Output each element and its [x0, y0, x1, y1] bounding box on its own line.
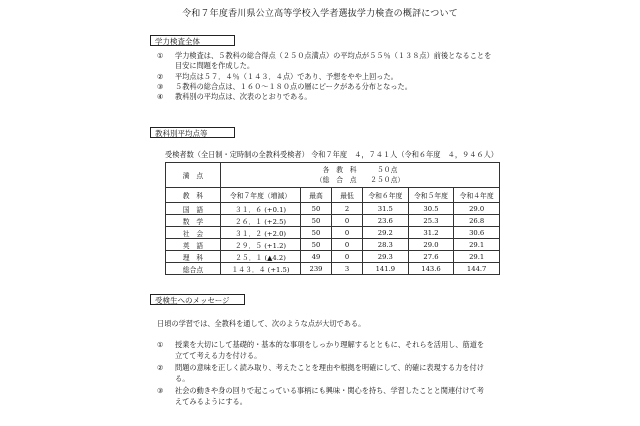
- cell-min: 0: [332, 239, 363, 251]
- table-header-row: [166, 188, 500, 203]
- cell-subject: 理 科: [166, 251, 221, 263]
- col-subject: 教 科: [166, 188, 221, 203]
- item-text: 学力検査は、５教科の総合得点（２５０点満点）の平均点が５５％（１３８点）前後となることを目安に問題を作成した。: [175, 51, 492, 71]
- cell-r7: ２６．１ (+2.5): [221, 215, 301, 227]
- cell-r6: 141.9: [363, 263, 409, 275]
- item-text: ５教科の総合点は、１６０～１８０点の層にピークがある分布となった。: [175, 81, 412, 91]
- item-number: ②: [157, 71, 164, 81]
- cell-r5: 30.5: [408, 203, 454, 215]
- fullscore-line2: （総 合 点 ２５０点）: [315, 176, 405, 184]
- item-number: ①: [157, 51, 164, 60]
- item-text: 授業を大切にして基礎的・基本的な事項をしっかり理解するとともに、それらを活用し、筋道を立てて考える力を付ける。: [175, 340, 485, 360]
- list-item: [157, 92, 497, 102]
- table-row: [166, 263, 500, 275]
- section-heading-overall: 学力検査全体: [150, 35, 235, 46]
- cell-max: 50: [301, 215, 332, 227]
- page-title: 令和７年度香川県公立高等学校入学者選抜学力検査の概評について: [182, 9, 458, 19]
- list-item: [157, 362, 487, 384]
- examinee-label: 受検者数（全日制・定時制の全教科受検者）: [165, 150, 309, 159]
- list-item: [157, 385, 487, 407]
- overall-list: [157, 51, 497, 102]
- col-r4: 令和４年度: [454, 188, 500, 203]
- cell-r4: 30.6: [454, 227, 500, 239]
- section-heading-subject: 教科別平均点等: [150, 127, 235, 138]
- cell-subject: 社 会: [166, 227, 221, 239]
- cell-r5: 143.6: [408, 263, 454, 275]
- cell-r6: 23.6: [363, 215, 409, 227]
- cell-subject: 国 語: [166, 203, 221, 215]
- cell-r5: 27.6: [408, 251, 454, 263]
- cell-r4: 26.8: [454, 215, 500, 227]
- fullscore-label: 満 点: [166, 163, 221, 188]
- cell-min: 0: [332, 251, 363, 263]
- item-text: 教科別の平均点は、次表のとおりである。: [175, 92, 312, 102]
- item-number: ④: [157, 92, 164, 102]
- cell-r6: 28.3: [363, 239, 409, 251]
- cell-r6: 29.3: [363, 251, 409, 263]
- cell-max: 50: [301, 203, 332, 215]
- cell-r7: ３１．６ (+0.1): [221, 203, 301, 215]
- examinee-value: 令和７年度 ４，７４１人（令和６年度 ４，９４６人）: [311, 150, 498, 159]
- list-item: [157, 339, 487, 361]
- col-r5: 令和５年度: [408, 188, 454, 203]
- cell-max: 49: [301, 251, 332, 263]
- item-number: ③: [157, 386, 164, 395]
- cell-r4: 29.0: [454, 203, 500, 215]
- cell-r6: 29.2: [363, 227, 409, 239]
- list-item: [157, 72, 497, 82]
- item-number: ①: [157, 340, 164, 349]
- item-number: ②: [157, 363, 164, 372]
- cell-min: 3: [332, 263, 363, 275]
- fullscore-value: [221, 163, 500, 188]
- col-min: 最低: [332, 188, 363, 203]
- cell-r4: 29.1: [454, 239, 500, 251]
- cell-min: 2: [332, 203, 363, 215]
- col-r7: 令和７年度（増減）: [221, 188, 301, 203]
- cell-r5: 25.3: [408, 215, 454, 227]
- message-list: [157, 339, 487, 408]
- cell-subject: 英 語: [166, 239, 221, 251]
- table-row: [166, 227, 500, 239]
- table-row: [166, 215, 500, 227]
- cell-max: 239: [301, 263, 332, 275]
- cell-subject: 総合点: [166, 263, 221, 275]
- table-row: [166, 239, 500, 251]
- cell-r7: ３１．２ (+2.0): [221, 227, 301, 239]
- cell-r4: 29.1: [454, 251, 500, 263]
- cell-r5: 31.2: [408, 227, 454, 239]
- cell-r4: 144.7: [454, 263, 500, 275]
- cell-min: 0: [332, 215, 363, 227]
- col-max: 最高: [301, 188, 332, 203]
- cell-r7: ２５．１ (▲4.2): [221, 251, 301, 263]
- section-heading-message: 受検生へのメッセージ: [150, 294, 245, 305]
- cell-min: 0: [332, 227, 363, 239]
- table-row: [166, 203, 500, 215]
- table-row: [166, 251, 500, 263]
- item-text: 問題の意味を正しく読み取り、考えたことを理由や根拠を明確にして、的確に表現する力を付ける。: [175, 363, 484, 383]
- cell-r7: ２９．５ (+1.2): [221, 239, 301, 251]
- item-number: ③: [157, 81, 164, 91]
- message-intro: 日頃の学習では、全教科を通して、次のような点が大切である。: [157, 319, 366, 328]
- item-text: 平均点は５７．４％（１４３．４点）であり、予想をやや上回った。: [175, 71, 398, 81]
- list-item: [157, 51, 497, 72]
- cell-r7: １４３．４ (+1.5): [221, 263, 301, 275]
- cell-r6: 31.5: [363, 203, 409, 215]
- table-header-row: [166, 163, 500, 188]
- list-item: [157, 82, 497, 92]
- fullscore-line1: 各 教 科 ５０点: [322, 166, 398, 174]
- cell-subject: 数 学: [166, 215, 221, 227]
- cell-max: 50: [301, 227, 332, 239]
- item-text: 社会の動きや身の回りで起こっている事柄にも興味・関心を持ち、学習したことと関連付けて考えてみるようにする。: [175, 386, 484, 406]
- score-table: [165, 162, 500, 275]
- examinee-count: [165, 150, 498, 160]
- col-r6: 令和６年度: [363, 188, 409, 203]
- cell-r5: 29.0: [408, 239, 454, 251]
- cell-max: 50: [301, 239, 332, 251]
